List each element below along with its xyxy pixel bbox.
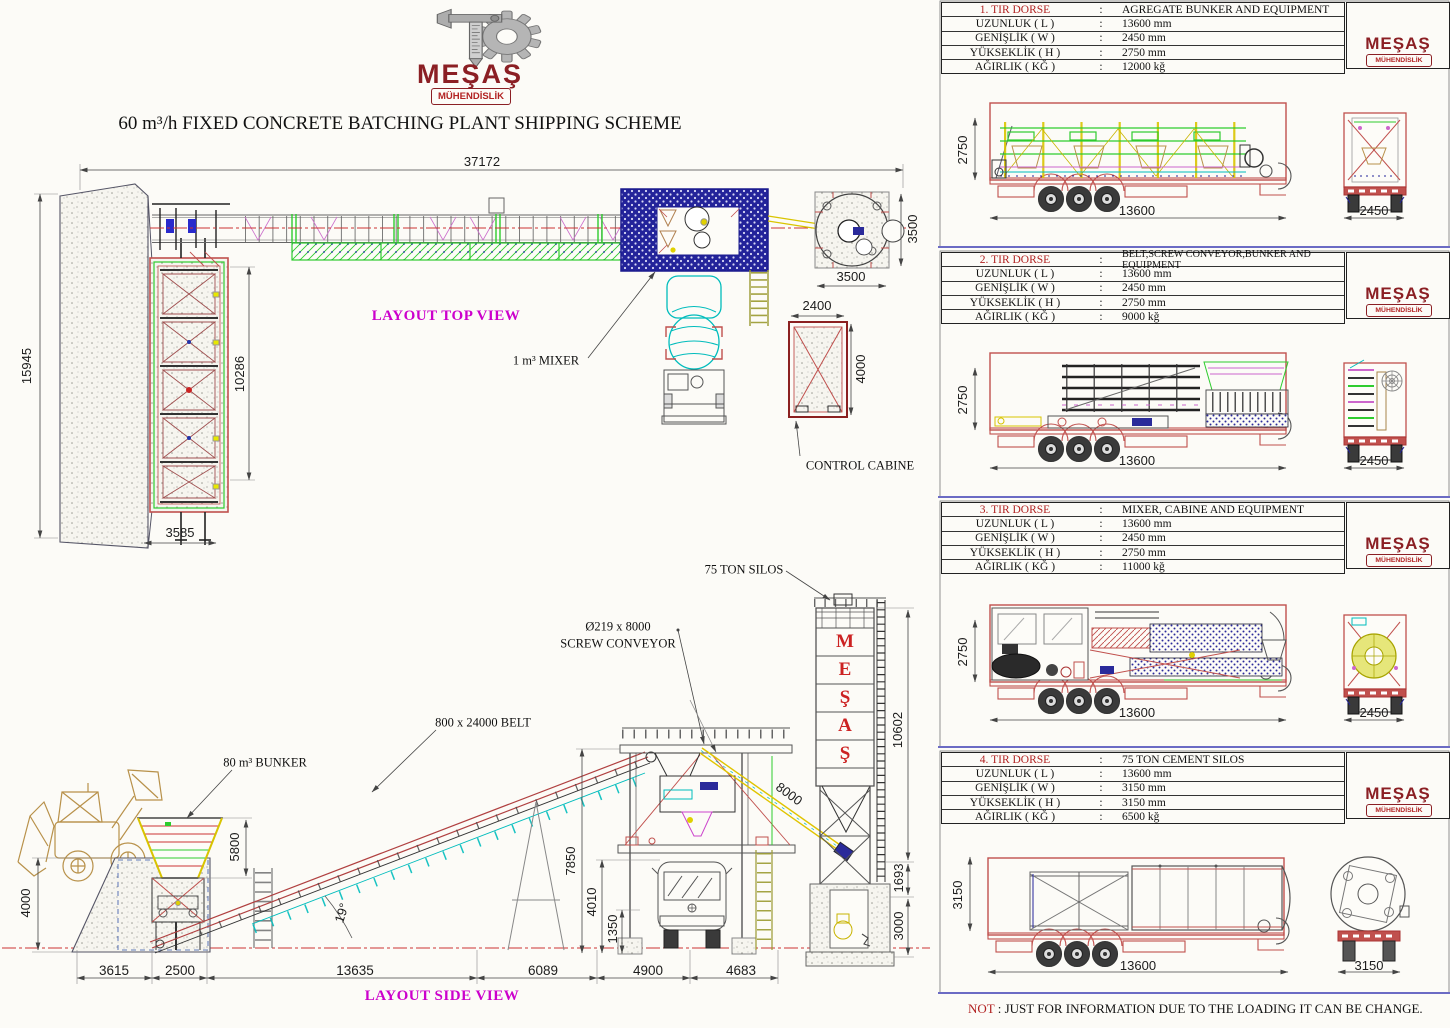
mixer-truck-plan	[662, 276, 726, 424]
mixer-platform-plan	[621, 189, 768, 326]
dim-d2: 2500	[164, 962, 196, 978]
silo-letter-1: M	[836, 631, 854, 653]
note-separator: :	[997, 1001, 1002, 1016]
note-text: JUST FOR INFORMATION DUE TO THE LOADING IT CAN BE CHANGE.	[1004, 1001, 1423, 1016]
table-row: 4. TIR DORSE : 75 TON CEMENT SILOS	[979, 753, 1245, 766]
aggregate-bunker-plan	[150, 238, 228, 545]
sheet-title: 60 m³/h FIXED CONCRETE BATCHING PLANT SHIPPING SCHEME	[118, 113, 682, 135]
truck2-drawing	[975, 353, 1406, 468]
control-cabine-label: CONTROL CABINE	[805, 458, 915, 473]
truck3-drawing	[975, 605, 1406, 720]
truck2-load	[995, 362, 1288, 428]
ramp-wall-top	[60, 184, 148, 548]
dim-bunker-width: 3585	[165, 525, 195, 541]
table-row: UZUNLUK ( L ) : 13600 mm	[942, 16, 1344, 30]
table-row: UZUNLUK ( L ) : 13600 mm	[942, 766, 1344, 780]
layout-side-view-drawing	[2, 571, 930, 984]
screw-label-line1: Ø219 x 8000	[585, 619, 651, 634]
note-prefix: NOT	[968, 1001, 995, 1016]
mixer-label: 1 m³ MIXER	[512, 353, 580, 368]
truck1-cargo: AGREGATE BUNKER AND EQUIPMENT	[1122, 3, 1330, 16]
table-row: AĞIRLIK ( KĞ ) : 12000 kğ	[942, 59, 1344, 73]
table-row: GENİŞLİK ( W ) : 3150 mm	[942, 781, 1344, 795]
cement-silo-plan	[815, 192, 904, 268]
truck2-width-dim: 2450	[1359, 453, 1389, 469]
screw-label-line2: SCREW CONVEYOR	[560, 636, 676, 651]
table-row: AĞIRLIK ( KĞ ) : 6500 kğ	[942, 809, 1344, 823]
truck4-load	[1030, 865, 1290, 931]
truck2-length-dim: 13600	[1118, 453, 1156, 469]
dim-site-width: 15945	[19, 347, 35, 385]
screw-conveyor-side	[700, 748, 853, 861]
mixer-tower-side	[618, 728, 795, 954]
dim-bunker-height: 5800	[227, 832, 243, 862]
truck2-spec-table	[941, 248, 1345, 324]
brand-name-t1: MEŞAŞ	[1365, 34, 1431, 54]
table-row: YÜKSEKLİK ( H ) : 2750 mm	[942, 45, 1344, 59]
truck1-header-label: 1. TIR DORSE	[979, 3, 1051, 16]
dim-d4: 6089	[527, 962, 559, 978]
dim-d1: 3615	[98, 962, 130, 978]
dim-bunker-length: 10286	[232, 355, 248, 393]
truck3-height-dim: 2750	[955, 637, 971, 667]
brand-name-t3: MEŞAŞ	[1365, 534, 1431, 554]
tower-stair	[756, 850, 772, 950]
silo-letter-2: E	[838, 659, 852, 681]
transit-mixer-truck	[652, 862, 732, 948]
table-row: UZUNLUK ( L ) : 13600 mm	[942, 266, 1344, 280]
dim-cabine-width: 2400	[802, 298, 832, 314]
dim-d3: 13635	[336, 962, 374, 978]
table-row: 3. TIR DORSE : MIXER, CABINE AND EQUIPMENT	[979, 503, 1305, 516]
brand-subtitle-box	[431, 88, 511, 105]
dim-d6: 4683	[725, 962, 757, 978]
table-row: AĞIRLIK ( KĞ ) : 11000 kğ	[942, 559, 1344, 573]
dim-silo-body: 10602	[890, 711, 906, 749]
table-row: GENİŞLİK ( W ) : 2450 mm	[942, 281, 1344, 295]
dim-silo-height-plan: 3500	[905, 214, 921, 244]
truck1-width-dim: 2450	[1359, 203, 1389, 219]
truck3-load	[992, 608, 1286, 680]
dim-mixer-clearance: 4010	[584, 887, 600, 917]
truck3-width-dim: 2450	[1359, 705, 1389, 721]
table-row: GENİŞLİK ( W ) : 2450 mm	[942, 31, 1344, 45]
truck4-spec-table	[941, 752, 1345, 824]
table-row: 2. TIR DORSE : BELT,SCREW CONVEYOR,BUNKER AND EQUIPMENT	[979, 248, 1311, 271]
brand-name: MEŞAŞ	[416, 58, 524, 89]
dim-silo-legs: 1693	[891, 863, 907, 893]
truck4-drawing	[970, 857, 1409, 972]
table-row: YÜKSEKLİK ( H ) : 3150 mm	[942, 795, 1344, 809]
truck4-rear	[1331, 857, 1409, 961]
brand-subtitle-box-t4: MÜHENDİSLİK	[1366, 804, 1432, 817]
table-row: AĞIRLIK ( KĞ ) : 9000 kğ	[942, 309, 1344, 323]
truck1-load	[992, 126, 1263, 178]
truck3-length-dim: 13600	[1118, 705, 1156, 721]
layout-top-view-drawing	[34, 164, 910, 548]
table-row: GENİŞLİK ( W ) : 2450 mm	[942, 531, 1344, 545]
truck4-length-dim: 13600	[1119, 958, 1157, 974]
belt-label: 800 x 24000 BELT	[435, 715, 531, 730]
dim-total-length: 37172	[463, 154, 501, 170]
truck4-height-dim: 3150	[950, 880, 966, 910]
belt-conveyor-side	[150, 752, 656, 953]
dim-ramp-height: 4000	[18, 888, 34, 918]
dim-cabine-depth: 4000	[853, 354, 869, 384]
dim-screw-length: 8000	[773, 779, 806, 809]
silo-letter-4: A	[838, 715, 852, 737]
control-cabine-plan	[789, 322, 847, 417]
brand-subtitle: MÜHENDİSLİK	[438, 91, 504, 102]
table-row: YÜKSEKLİK ( H ) : 2750 mm	[942, 545, 1344, 559]
silos-label: 75 TON SILOS	[704, 562, 784, 577]
brand-subtitle-box-t3: MÜHENDİSLİK	[1366, 554, 1432, 567]
truck3-spec-table	[941, 502, 1345, 574]
truck2-height-dim: 2750	[955, 385, 971, 415]
table-row: UZUNLUK ( L ) : 13600 mm	[942, 516, 1344, 530]
dim-foundation: 3000	[891, 911, 907, 941]
brand-subtitle-box-t2: MÜHENDİSLİK	[1366, 304, 1432, 317]
table-row	[942, 3, 1344, 16]
truck1-length-dim: 13600	[1118, 203, 1156, 219]
platform-stair-plan	[750, 270, 768, 326]
silo-letter-5: Ş	[839, 743, 851, 765]
truck1-height-dim: 2750	[955, 135, 971, 165]
dim-footing: 1350	[605, 914, 621, 944]
truck4-width-dim: 3150	[1354, 958, 1384, 974]
belt-angle: 19°	[331, 901, 352, 925]
side-view-caption: LAYOUT SIDE VIEW	[364, 988, 520, 1005]
colon: :	[1099, 3, 1103, 16]
dim-platform-height: 7850	[563, 846, 579, 876]
truck1-spec-table	[941, 2, 1345, 74]
belt-conveyor-plan	[152, 198, 655, 266]
silo-ladder	[877, 600, 885, 882]
truck1-drawing	[975, 103, 1406, 218]
bunker-label: 80 m³ BUNKER	[223, 755, 307, 770]
brand-name-t2: MEŞAŞ	[1365, 284, 1431, 304]
brand-subtitle-box-t1: MÜHENDİSLİK	[1366, 54, 1432, 67]
brand-name-t4: MEŞAŞ	[1365, 784, 1431, 804]
table-row: YÜKSEKLİK ( H ) : 2750 mm	[942, 295, 1344, 309]
dim-silo-width-plan: 3500	[836, 269, 866, 285]
silo-letter-3: Ş	[839, 687, 851, 709]
info-note	[968, 1002, 1423, 1016]
top-view-caption: LAYOUT TOP VIEW	[371, 308, 521, 325]
dim-d5: 4900	[632, 962, 664, 978]
